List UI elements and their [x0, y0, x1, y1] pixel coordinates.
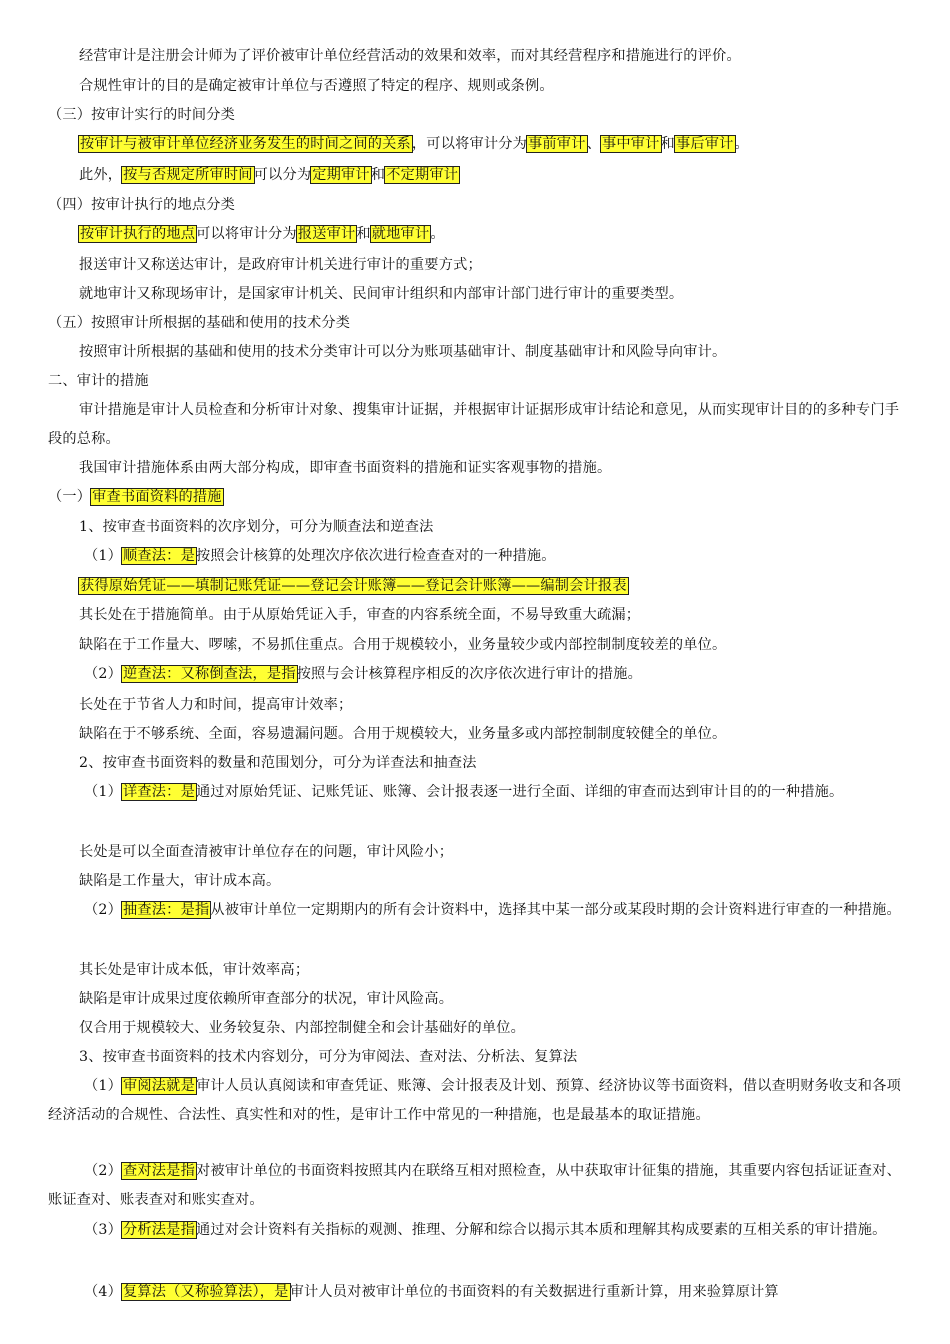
- paragraph-submission-audit: 报送审计又称送达审计，是政府审计机关进行审计的重要方式；: [79, 257, 482, 273]
- highlight-text: 审查书面资料的措施: [92, 489, 222, 505]
- subheading-quantity: 2、按审查书面资料的数量和范围划分，可分为详查法和抽查法: [79, 755, 477, 771]
- paragraph-compliance-audit: 合规性审计的目的是确定被审计单位与否遵照了特定的程序、规则或条例。: [79, 78, 554, 94]
- paragraph-detailed-disadvantage: 缺陷是工作量大，审计成本高。: [79, 873, 281, 889]
- highlight-text: 就地审计: [371, 226, 430, 242]
- paragraph-reverse-disadvantage: 缺陷在于不够系统、全面，容易遗漏问题。合用于规模较大，业务量多或内部控制制度较健全的单位。: [79, 726, 727, 742]
- highlight-text: 定期审计: [312, 167, 370, 183]
- paragraph-time-classification: 按审计与被审计单位经济业务发生的时间之间的关系，可以将审计分为事前审计、事中审计和事后审计。: [80, 136, 749, 152]
- paragraph-analysis-method: （3）分析法是指通过对会计资料有关指标的观测、推理、分解和综合以揭示其本质和理解其构成要素的互相关系的审计措施。: [84, 1222, 887, 1238]
- paragraph-methods-definition: 审计措施是审计人员检查和分析审计对象、搜集审计证据，并根据审计证据形成审计结论和意见，从而实现审计目的的多种专门手段的总称。: [48, 402, 900, 447]
- heading-by-location: （四）按审计执行的地点分类: [48, 197, 236, 213]
- heading-by-basis: （五）按照审计所根据的基础和使用的技术分类: [48, 315, 351, 331]
- paragraph-process-flow: [79, 577, 909, 595]
- paragraph-check-method: （2）查对法是指对被审计单位的书面资料按照其内在联络互相对照检查，从中获取审计征集的措施，其重要内容包括证证查对、账证查对、账表查对和账实查对。: [48, 1163, 901, 1208]
- paragraph-review-method: （1）审阅法就是审计人员认真阅读和审查凭证、账簿、会计报表及计划、预算、经济协议等书面资料，借以查明财务收支和各项经济活动的合规性、合法性、真实性和对的性，是审计工作中常见的一种措施，也是最基本的取证措施。: [48, 1078, 901, 1123]
- highlight-text: 事中审计: [601, 136, 660, 152]
- paragraph-reverse-method: （2）逆查法：又称倒查法，是指按照与会计核算程序相反的次序依次进行审计的措施。: [84, 666, 642, 682]
- paragraph-recalc-method: （4）复算法（又称验算法），是审计人员对被审计单位的书面资料的有关数据进行重新计算，用来验算原计算: [84, 1284, 779, 1300]
- highlight-text: 顺查法：是: [123, 548, 195, 564]
- paragraph-operational-audit: 经营审计是注册会计师为了评价被审计单位经营活动的效果和效率，而对其经营程序和措施进行的评价。: [79, 48, 741, 64]
- highlight-text: 报送审计: [297, 226, 356, 242]
- highlight-text: 按审计执行的地点: [80, 226, 196, 242]
- highlight-text: 事前审计: [528, 136, 586, 152]
- highlight-text: 不定期审计: [386, 167, 459, 183]
- subheading-technique: 3、按审查书面资料的技术内容划分，可分为审阅法、查对法、分析法、复算法: [79, 1049, 578, 1065]
- highlight-text: 分析法是指: [123, 1222, 195, 1238]
- paragraph-sampling-scope: 仅合用于规模较大、业务较复杂、内部控制健全和会计基础好的单位。: [79, 1020, 526, 1036]
- paragraph-onsite-audit: 就地审计又称现场审计，是国家审计机关、民间审计组织和内部审计部门进行审计的重要类型。: [79, 286, 684, 302]
- paragraph-sampling-advantage: 其长处是审计成本低，审计效率高；: [79, 962, 310, 978]
- paragraph-sampling-disadvantage: 缺陷是审计成果过度依赖所审查部分的状况，审计风险高。: [79, 991, 454, 1007]
- highlight-text: 按审计与被审计单位经济业务发生的时间之间的关系: [80, 136, 411, 152]
- highlight-text: 审阅法就是: [123, 1078, 195, 1094]
- paragraph-reverse-advantage: 长处在于节省人力和时间，提高审计效率；: [79, 697, 353, 713]
- highlight-text: 获得原始凭证——填制记账凭证——登记会计账簿——登记会计账簿——编制会计报表: [80, 578, 627, 594]
- paragraph-basis-classification: 按照审计所根据的基础和使用的技术分类审计可以分为账项基础审计、制度基础审计和风险导向审计。: [79, 344, 727, 360]
- paragraph-sampling-method: （2）抽查法：是指从被审计单位一定期期内的所有会计资料中，选择其中某一部分或某段时期的会计资料进行审查的一种措施。: [84, 902, 901, 918]
- heading-by-time: （三）按审计实行的时间分类: [48, 107, 236, 123]
- highlight-text: 复算法（又称验算法），是: [123, 1284, 289, 1300]
- highlight-text: 按与否规定所审时间: [123, 167, 253, 183]
- paragraph-forward-method: （1）顺查法：是按照会计核算的处理次序依次进行检查查对的一种措施。: [84, 548, 556, 564]
- highlight-text: 详查法：是: [123, 784, 195, 800]
- paragraph-detailed-method: （1）详查法：是通过对原始凭证、记账凭证、账簿、会计报表逐一进行全面、详细的审查而达到审计目的的一种措施。: [84, 784, 844, 800]
- highlight-text: 逆查法：又称倒查法，是指: [123, 666, 296, 682]
- highlight-text: 抽查法：是指: [123, 902, 210, 918]
- paragraph-methods-system: 我国审计措施体系由两大部分构成，即审查书面资料的措施和证实客观事物的措施。: [79, 460, 612, 476]
- paragraph-forward-advantage: 其长处在于措施简单。由于从原始凭证入手，审查的内容系统全面，不易导致重大疏漏；: [79, 607, 641, 623]
- heading-audit-methods: 二、审计的措施: [48, 373, 149, 389]
- paragraph-detailed-advantage: 长处是可以全面查清被审计单位存在的问题，审计风险小；: [79, 844, 454, 860]
- paragraph-forward-disadvantage: 缺陷在于工作量大、啰嗦，不易抓住重点。合用于规模较小，业务量较少或内部控制制度较差的单位。: [79, 637, 727, 653]
- heading-review-documents: （一）审查书面资料的措施: [48, 489, 222, 505]
- paragraph-periodic: 此外，按与否规定所审时间可以分为定期审计和不定期审计: [79, 167, 459, 183]
- highlight-text: 查对法是指: [123, 1163, 195, 1179]
- subheading-order: 1、按审查书面资料的次序划分，可分为顺查法和逆查法: [79, 519, 434, 535]
- highlight-text: 事后审计: [675, 136, 734, 152]
- paragraph-location-classification: 按审计执行的地点可以将审计分为报送审计和就地审计。: [80, 226, 445, 242]
